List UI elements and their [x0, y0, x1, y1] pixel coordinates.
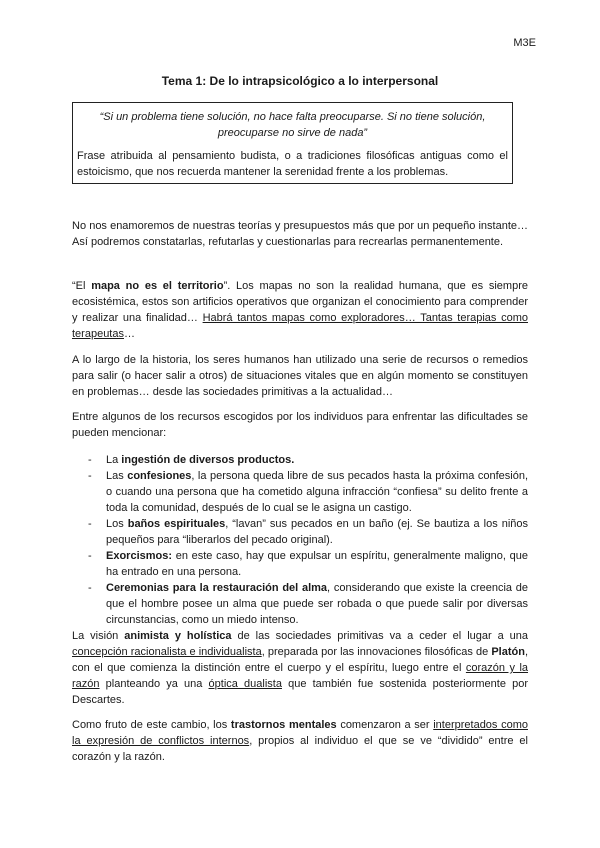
paragraph-animist-vision: La visión animista y holística de las sociedades primitivas va a ceder el lugar a una concepción racionalista e individualista, preparada por las innovaciones filosóficas de Platón, con el que comienza la distinción entre el cuerpo y el espíritu, luego entre el corazón y la razón planteando ya una óptica dualista que también fue sostenida posteriormente por Descartes. — [72, 630, 529, 706]
page-title: Tema 1: De lo intrapsicológico a lo interpersonal — [161, 74, 439, 88]
underlined-maps-phrase: Habrá tantos mapas como exploradores… Tantas terapias como terapeutas — [72, 312, 528, 340]
resources-list — [88, 452, 528, 628]
paragraph-resources-intro: Entre algunos de los recursos escogidos por los individuos para enfrentar las dificultades se pueden mencionar: — [72, 411, 528, 439]
quote-text: “Si un problema tiene solución, no hace falta preocuparse. Si no tiene solución, preocuparse no sirve de nada” — [99, 111, 486, 139]
document-code: M3E — [513, 37, 536, 49]
map-territory-term: mapa no es el territorio — [91, 280, 224, 292]
paragraph-history: A lo largo de la historia, los seres humanos han utilizado una serie de recursos o remedios para salir (o hacer salir a otros) de situaciones vitales que en algún momento se constituyen en problemas… desde las sociedades primitivas a la actualidad… — [72, 354, 528, 398]
paragraph-map-territory: “El mapa no es el territorio”. Los mapas no son la realidad humana, que es siempre ecosistémica, estos son artificios operativos que organizan el conocimiento para comprender y realizar una finalidad… Habrá tantos mapas como exploradores… Tantas terapias como terapeutas… — [72, 280, 528, 340]
list-item: - Ceremonias para la restauración del alma, considerando que existe la creencia de que el hombre posee un alma que puede ser robada o que puede salir por diversas circunstancias, como un miedo intenso. — [88, 582, 529, 626]
list-item: - Exorcismos: en este caso, hay que expulsar un espíritu, generalmente maligno, que ha entrado en una persona. — [88, 550, 528, 578]
paragraph-mental-disorders: Como fruto de este cambio, los trastornos mentales comenzaron a ser interpretados como la expresión de conflictos internos, propios al individuo el que se ve “dividido” entre el corazón y la razón. — [72, 719, 528, 763]
quote-attribution: Frase atribuida al pensamiento budista, o a tradiciones filosóficas antiguas como el estoicismo, que nos recuerda mantener la serenidad frente a los problemas. — [77, 150, 508, 178]
paragraph-theories: No nos enamoremos de nuestras teorías y presupuestos más que por un pequeño instante… Así podremos constatarlas, refutarlas y cuestionarlas para recrearlas permanentemente. — [72, 220, 528, 248]
list-item: - La ingestión de diversos productos. — [88, 454, 295, 466]
list-item: - Los baños espirituales, “lavan” sus pecados en un baño (ej. Se bautiza a los niños pequeños para “liberarlos del pecado original). — [88, 518, 528, 546]
quote-box — [72, 102, 513, 184]
list-item: - Las confesiones, la persona queda libre de sus pecados hasta la próxima confesión, o cuando una persona que ha cometido alguna infracción “confiesa” su delito frente a toda la comunidad, después de lo cual se le asigna un castigo. — [88, 470, 529, 514]
